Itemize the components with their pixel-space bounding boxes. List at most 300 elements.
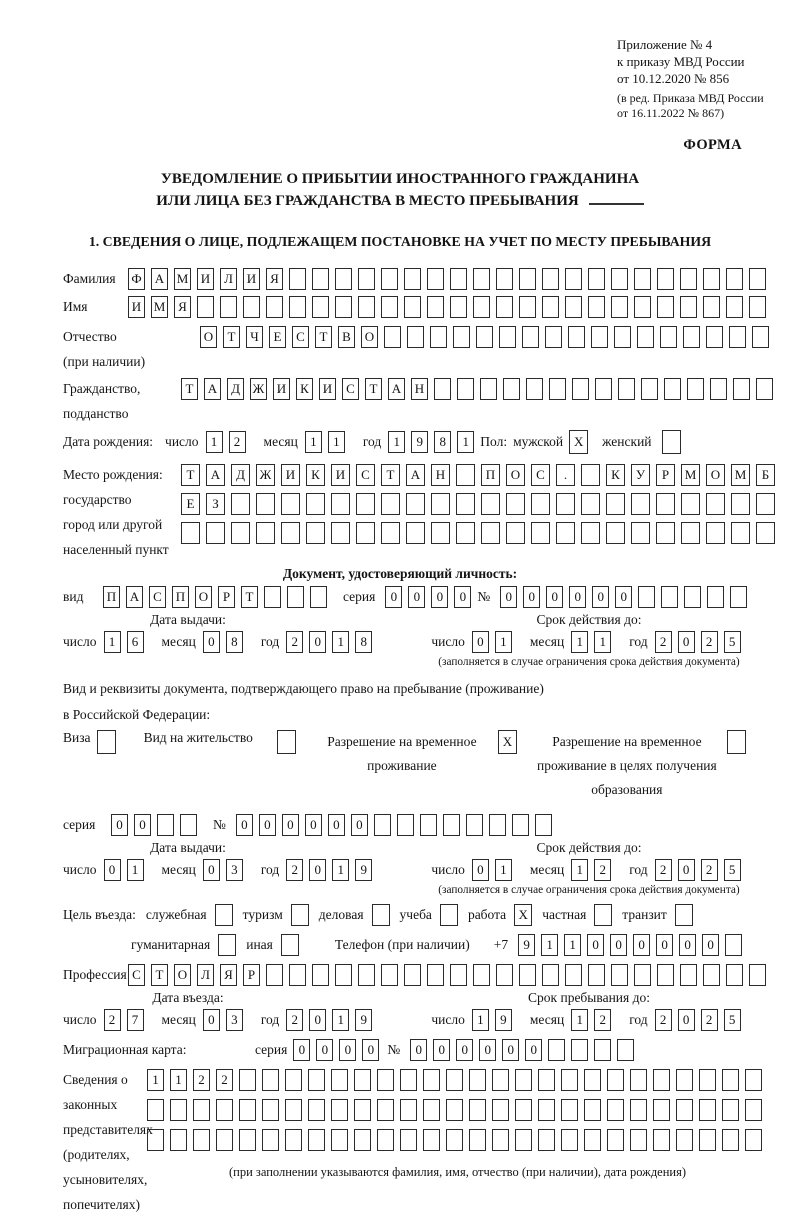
char-cell[interactable]	[703, 296, 720, 318]
char-cell[interactable]	[358, 964, 375, 986]
char-cell[interactable]	[431, 522, 450, 544]
char-cell[interactable]	[427, 964, 444, 986]
char-cell[interactable]: Ч	[246, 326, 263, 348]
char-cell[interactable]: 0	[500, 586, 517, 608]
char-cell[interactable]	[407, 326, 424, 348]
char-cell[interactable]	[681, 493, 700, 515]
char-cell[interactable]: 1	[332, 631, 349, 653]
char-cell[interactable]	[312, 268, 329, 290]
char-cell[interactable]: 1	[541, 934, 558, 956]
char-cell[interactable]: 1	[495, 859, 512, 881]
gender-male-checkbox[interactable]: X	[569, 430, 588, 454]
char-cell[interactable]: 0	[134, 814, 151, 836]
char-cell[interactable]	[489, 814, 506, 836]
char-cell[interactable]	[496, 268, 513, 290]
char-cell[interactable]	[239, 1099, 256, 1121]
char-cell[interactable]	[706, 522, 725, 544]
char-cell[interactable]	[630, 1069, 647, 1091]
char-cell[interactable]	[306, 522, 325, 544]
purpose-other-checkbox[interactable]	[281, 934, 299, 956]
char-cell[interactable]	[653, 1099, 670, 1121]
char-cell[interactable]	[431, 493, 450, 515]
char-cell[interactable]	[749, 296, 766, 318]
char-cell[interactable]	[703, 964, 720, 986]
temp-residence-checkbox[interactable]: X	[498, 730, 517, 754]
char-cell[interactable]	[631, 493, 650, 515]
char-cell[interactable]	[499, 326, 516, 348]
char-cell[interactable]	[469, 1129, 486, 1151]
char-cell[interactable]	[400, 1069, 417, 1091]
char-cell[interactable]: 2	[701, 859, 718, 881]
char-cell[interactable]	[607, 1099, 624, 1121]
char-cell[interactable]	[584, 1099, 601, 1121]
char-cell[interactable]: 0	[104, 859, 121, 881]
char-cell[interactable]	[335, 964, 352, 986]
char-cell[interactable]	[358, 296, 375, 318]
char-cell[interactable]: И	[243, 268, 260, 290]
char-cell[interactable]	[377, 1069, 394, 1091]
char-cell[interactable]	[285, 1129, 302, 1151]
char-cell[interactable]	[453, 326, 470, 348]
char-cell[interactable]	[331, 1099, 348, 1121]
visa-checkbox[interactable]	[97, 730, 116, 754]
char-cell[interactable]	[262, 1099, 279, 1121]
char-cell[interactable]	[220, 296, 237, 318]
char-cell[interactable]	[657, 964, 674, 986]
char-cell[interactable]	[706, 493, 725, 515]
char-cell[interactable]: Ф	[128, 268, 145, 290]
char-cell[interactable]	[681, 522, 700, 544]
char-cell[interactable]	[618, 378, 635, 400]
char-cell[interactable]	[606, 522, 625, 544]
char-cell[interactable]: 0	[316, 1039, 333, 1061]
char-cell[interactable]	[607, 1069, 624, 1091]
char-cell[interactable]: 0	[259, 814, 276, 836]
char-cell[interactable]	[331, 1129, 348, 1151]
char-cell[interactable]	[707, 586, 724, 608]
char-cell[interactable]: Т	[223, 326, 240, 348]
char-cell[interactable]	[206, 522, 225, 544]
purpose-humanitarian-checkbox[interactable]	[218, 934, 236, 956]
char-cell[interactable]: 0	[351, 814, 368, 836]
char-cell[interactable]: 2	[286, 1009, 303, 1031]
char-cell[interactable]: 0	[282, 814, 299, 836]
char-cell[interactable]	[680, 964, 697, 986]
char-cell[interactable]: Р	[243, 964, 260, 986]
char-cell[interactable]: О	[706, 464, 725, 486]
char-cell[interactable]	[745, 1129, 762, 1151]
char-cell[interactable]	[256, 493, 275, 515]
char-cell[interactable]	[231, 493, 250, 515]
char-cell[interactable]: 0	[456, 1039, 473, 1061]
char-cell[interactable]	[400, 1099, 417, 1121]
char-cell[interactable]: Н	[411, 378, 428, 400]
char-cell[interactable]: 3	[226, 1009, 243, 1031]
char-cell[interactable]	[406, 522, 425, 544]
char-cell[interactable]: 0	[472, 631, 489, 653]
char-cell[interactable]	[519, 268, 536, 290]
char-cell[interactable]	[726, 268, 743, 290]
char-cell[interactable]	[243, 296, 260, 318]
char-cell[interactable]	[611, 268, 628, 290]
char-cell[interactable]: А	[406, 464, 425, 486]
char-cell[interactable]: 0	[656, 934, 673, 956]
char-cell[interactable]: 0	[433, 1039, 450, 1061]
purpose-official-checkbox[interactable]	[215, 904, 233, 926]
char-cell[interactable]: 9	[518, 934, 535, 956]
char-cell[interactable]: К	[296, 378, 313, 400]
char-cell[interactable]: 2	[594, 1009, 611, 1031]
char-cell[interactable]: 8	[226, 631, 243, 653]
char-cell[interactable]	[542, 268, 559, 290]
char-cell[interactable]: 9	[495, 1009, 512, 1031]
char-cell[interactable]	[266, 296, 283, 318]
char-cell[interactable]: Ж	[250, 378, 267, 400]
char-cell[interactable]: Т	[365, 378, 382, 400]
char-cell[interactable]	[400, 1129, 417, 1151]
char-cell[interactable]	[262, 1129, 279, 1151]
char-cell[interactable]	[285, 1069, 302, 1091]
char-cell[interactable]	[384, 326, 401, 348]
char-cell[interactable]: П	[172, 586, 189, 608]
char-cell[interactable]: О	[195, 586, 212, 608]
char-cell[interactable]: Я	[220, 964, 237, 986]
char-cell[interactable]	[731, 522, 750, 544]
char-cell[interactable]	[496, 964, 513, 986]
char-cell[interactable]	[680, 268, 697, 290]
char-cell[interactable]	[538, 1099, 555, 1121]
char-cell[interactable]: 0	[362, 1039, 379, 1061]
char-cell[interactable]	[731, 493, 750, 515]
char-cell[interactable]	[660, 326, 677, 348]
char-cell[interactable]	[381, 493, 400, 515]
char-cell[interactable]	[699, 1099, 716, 1121]
char-cell[interactable]: 2	[104, 1009, 121, 1031]
char-cell[interactable]: 2	[216, 1069, 233, 1091]
char-cell[interactable]	[664, 378, 681, 400]
char-cell[interactable]: 0	[454, 586, 471, 608]
char-cell[interactable]: 0	[523, 586, 540, 608]
char-cell[interactable]	[377, 1099, 394, 1121]
char-cell[interactable]	[722, 1069, 739, 1091]
char-cell[interactable]	[354, 1129, 371, 1151]
char-cell[interactable]: 7	[127, 1009, 144, 1031]
char-cell[interactable]: О	[506, 464, 525, 486]
char-cell[interactable]	[745, 1099, 762, 1121]
char-cell[interactable]: Ж	[256, 464, 275, 486]
char-cell[interactable]: 2	[229, 431, 246, 453]
char-cell[interactable]	[481, 493, 500, 515]
char-cell[interactable]	[476, 326, 493, 348]
char-cell[interactable]	[331, 493, 350, 515]
char-cell[interactable]: М	[174, 268, 191, 290]
char-cell[interactable]: 9	[411, 431, 428, 453]
char-cell[interactable]	[515, 1069, 532, 1091]
char-cell[interactable]	[631, 522, 650, 544]
char-cell[interactable]	[653, 1129, 670, 1151]
char-cell[interactable]: 1	[495, 631, 512, 653]
char-cell[interactable]	[656, 522, 675, 544]
char-cell[interactable]: С	[292, 326, 309, 348]
gender-female-checkbox[interactable]	[662, 430, 681, 454]
char-cell[interactable]: 0	[525, 1039, 542, 1061]
char-cell[interactable]	[446, 1129, 463, 1151]
char-cell[interactable]: 0	[479, 1039, 496, 1061]
char-cell[interactable]: 9	[355, 859, 372, 881]
char-cell[interactable]: 0	[587, 934, 604, 956]
char-cell[interactable]	[726, 296, 743, 318]
char-cell[interactable]	[556, 522, 575, 544]
char-cell[interactable]: 2	[193, 1069, 210, 1091]
char-cell[interactable]: 3	[226, 859, 243, 881]
char-cell[interactable]	[538, 1129, 555, 1151]
char-cell[interactable]	[641, 378, 658, 400]
char-cell[interactable]	[239, 1069, 256, 1091]
char-cell[interactable]: И	[128, 296, 145, 318]
char-cell[interactable]	[526, 378, 543, 400]
char-cell[interactable]: 1	[170, 1069, 187, 1091]
char-cell[interactable]	[170, 1099, 187, 1121]
char-cell[interactable]	[545, 326, 562, 348]
char-cell[interactable]: И	[197, 268, 214, 290]
char-cell[interactable]: 0	[111, 814, 128, 836]
char-cell[interactable]	[457, 378, 474, 400]
char-cell[interactable]: 0	[615, 586, 632, 608]
char-cell[interactable]: 6	[127, 631, 144, 653]
char-cell[interactable]	[535, 814, 552, 836]
char-cell[interactable]	[356, 493, 375, 515]
char-cell[interactable]	[308, 1069, 325, 1091]
char-cell[interactable]: И	[331, 464, 350, 486]
char-cell[interactable]: 0	[309, 631, 326, 653]
char-cell[interactable]	[434, 378, 451, 400]
char-cell[interactable]	[310, 586, 327, 608]
char-cell[interactable]	[216, 1099, 233, 1121]
char-cell[interactable]	[239, 1129, 256, 1151]
char-cell[interactable]: М	[681, 464, 700, 486]
char-cell[interactable]	[312, 296, 329, 318]
char-cell[interactable]	[556, 493, 575, 515]
char-cell[interactable]	[756, 378, 773, 400]
char-cell[interactable]: К	[606, 464, 625, 486]
char-cell[interactable]: 0	[236, 814, 253, 836]
char-cell[interactable]	[506, 493, 525, 515]
char-cell[interactable]	[147, 1129, 164, 1151]
char-cell[interactable]	[638, 586, 655, 608]
char-cell[interactable]	[466, 814, 483, 836]
char-cell[interactable]	[406, 493, 425, 515]
char-cell[interactable]: Н	[431, 464, 450, 486]
char-cell[interactable]: .	[556, 464, 575, 486]
char-cell[interactable]	[512, 814, 529, 836]
char-cell[interactable]: 0	[431, 586, 448, 608]
char-cell[interactable]	[637, 326, 654, 348]
char-cell[interactable]	[289, 964, 306, 986]
char-cell[interactable]	[374, 814, 391, 836]
char-cell[interactable]	[722, 1129, 739, 1151]
purpose-tourism-checkbox[interactable]	[291, 904, 309, 926]
char-cell[interactable]: 2	[701, 1009, 718, 1031]
char-cell[interactable]	[404, 964, 421, 986]
char-cell[interactable]: И	[281, 464, 300, 486]
char-cell[interactable]	[634, 964, 651, 986]
char-cell[interactable]	[733, 378, 750, 400]
char-cell[interactable]: 0	[408, 586, 425, 608]
char-cell[interactable]	[480, 378, 497, 400]
char-cell[interactable]	[446, 1099, 463, 1121]
char-cell[interactable]	[216, 1129, 233, 1151]
char-cell[interactable]: Р	[218, 586, 235, 608]
char-cell[interactable]	[561, 1069, 578, 1091]
char-cell[interactable]: 0	[203, 631, 220, 653]
char-cell[interactable]	[634, 296, 651, 318]
char-cell[interactable]	[611, 296, 628, 318]
char-cell[interactable]: 1	[305, 431, 322, 453]
char-cell[interactable]: П	[481, 464, 500, 486]
char-cell[interactable]	[404, 268, 421, 290]
char-cell[interactable]	[404, 296, 421, 318]
char-cell[interactable]	[684, 586, 701, 608]
char-cell[interactable]	[443, 814, 460, 836]
char-cell[interactable]: С	[531, 464, 550, 486]
char-cell[interactable]	[193, 1129, 210, 1151]
char-cell[interactable]: 1	[564, 934, 581, 956]
char-cell[interactable]: Д	[227, 378, 244, 400]
char-cell[interactable]: С	[342, 378, 359, 400]
char-cell[interactable]	[492, 1129, 509, 1151]
char-cell[interactable]	[287, 586, 304, 608]
char-cell[interactable]: 1	[147, 1069, 164, 1091]
char-cell[interactable]	[725, 934, 742, 956]
char-cell[interactable]: О	[174, 964, 191, 986]
char-cell[interactable]	[281, 493, 300, 515]
char-cell[interactable]	[381, 296, 398, 318]
purpose-work-checkbox[interactable]: X	[514, 904, 532, 926]
char-cell[interactable]: 0	[592, 586, 609, 608]
char-cell[interactable]: 5	[724, 1009, 741, 1031]
char-cell[interactable]	[676, 1129, 693, 1151]
char-cell[interactable]	[561, 1099, 578, 1121]
char-cell[interactable]	[358, 268, 375, 290]
purpose-private-checkbox[interactable]	[594, 904, 612, 926]
char-cell[interactable]: 1	[206, 431, 223, 453]
char-cell[interactable]	[699, 1069, 716, 1091]
char-cell[interactable]: 8	[434, 431, 451, 453]
char-cell[interactable]	[473, 268, 490, 290]
char-cell[interactable]	[456, 522, 475, 544]
char-cell[interactable]	[335, 296, 352, 318]
char-cell[interactable]	[356, 522, 375, 544]
char-cell[interactable]: 2	[594, 859, 611, 881]
char-cell[interactable]: Д	[231, 464, 250, 486]
char-cell[interactable]: 1	[388, 431, 405, 453]
char-cell[interactable]: У	[631, 464, 650, 486]
char-cell[interactable]	[285, 1099, 302, 1121]
char-cell[interactable]	[710, 378, 727, 400]
char-cell[interactable]	[614, 326, 631, 348]
char-cell[interactable]	[630, 1099, 647, 1121]
char-cell[interactable]: 0	[633, 934, 650, 956]
purpose-transit-checkbox[interactable]	[675, 904, 693, 926]
char-cell[interactable]: 0	[305, 814, 322, 836]
char-cell[interactable]: 9	[355, 1009, 372, 1031]
char-cell[interactable]	[496, 296, 513, 318]
char-cell[interactable]	[591, 326, 608, 348]
char-cell[interactable]	[170, 1129, 187, 1151]
char-cell[interactable]: 0	[678, 859, 695, 881]
char-cell[interactable]: 2	[701, 631, 718, 653]
char-cell[interactable]	[450, 296, 467, 318]
char-cell[interactable]	[676, 1099, 693, 1121]
char-cell[interactable]	[456, 493, 475, 515]
char-cell[interactable]	[256, 522, 275, 544]
char-cell[interactable]	[568, 326, 585, 348]
char-cell[interactable]	[420, 814, 437, 836]
char-cell[interactable]	[306, 493, 325, 515]
char-cell[interactable]	[730, 586, 747, 608]
char-cell[interactable]	[703, 268, 720, 290]
char-cell[interactable]: 2	[655, 631, 672, 653]
char-cell[interactable]: 0	[610, 934, 627, 956]
char-cell[interactable]: 0	[339, 1039, 356, 1061]
char-cell[interactable]	[481, 522, 500, 544]
char-cell[interactable]	[197, 296, 214, 318]
char-cell[interactable]	[473, 964, 490, 986]
char-cell[interactable]: И	[319, 378, 336, 400]
char-cell[interactable]	[548, 1039, 565, 1061]
char-cell[interactable]	[594, 1039, 611, 1061]
char-cell[interactable]: А	[151, 268, 168, 290]
temp-residence-education-checkbox[interactable]	[727, 730, 746, 754]
char-cell[interactable]: 0	[328, 814, 345, 836]
char-cell[interactable]	[749, 268, 766, 290]
char-cell[interactable]	[180, 814, 197, 836]
char-cell[interactable]: 0	[293, 1039, 310, 1061]
char-cell[interactable]	[456, 464, 475, 486]
char-cell[interactable]: Т	[315, 326, 332, 348]
char-cell[interactable]: 1	[457, 431, 474, 453]
char-cell[interactable]	[289, 268, 306, 290]
char-cell[interactable]	[726, 964, 743, 986]
char-cell[interactable]: 1	[127, 859, 144, 881]
char-cell[interactable]	[377, 1129, 394, 1151]
char-cell[interactable]: А	[126, 586, 143, 608]
char-cell[interactable]	[519, 296, 536, 318]
char-cell[interactable]: Т	[241, 586, 258, 608]
char-cell[interactable]	[469, 1069, 486, 1091]
char-cell[interactable]: 1	[472, 1009, 489, 1031]
char-cell[interactable]	[634, 268, 651, 290]
char-cell[interactable]	[722, 1099, 739, 1121]
char-cell[interactable]	[572, 378, 589, 400]
char-cell[interactable]: Т	[181, 464, 200, 486]
char-cell[interactable]	[683, 326, 700, 348]
char-cell[interactable]	[611, 964, 628, 986]
char-cell[interactable]	[531, 493, 550, 515]
char-cell[interactable]: 1	[332, 859, 349, 881]
char-cell[interactable]	[264, 586, 281, 608]
char-cell[interactable]	[752, 326, 769, 348]
char-cell[interactable]: Е	[181, 493, 200, 515]
char-cell[interactable]	[749, 964, 766, 986]
char-cell[interactable]	[231, 522, 250, 544]
char-cell[interactable]	[680, 296, 697, 318]
char-cell[interactable]: 0	[678, 1009, 695, 1031]
char-cell[interactable]	[147, 1099, 164, 1121]
char-cell[interactable]: И	[273, 378, 290, 400]
char-cell[interactable]	[531, 522, 550, 544]
char-cell[interactable]: 1	[571, 859, 588, 881]
